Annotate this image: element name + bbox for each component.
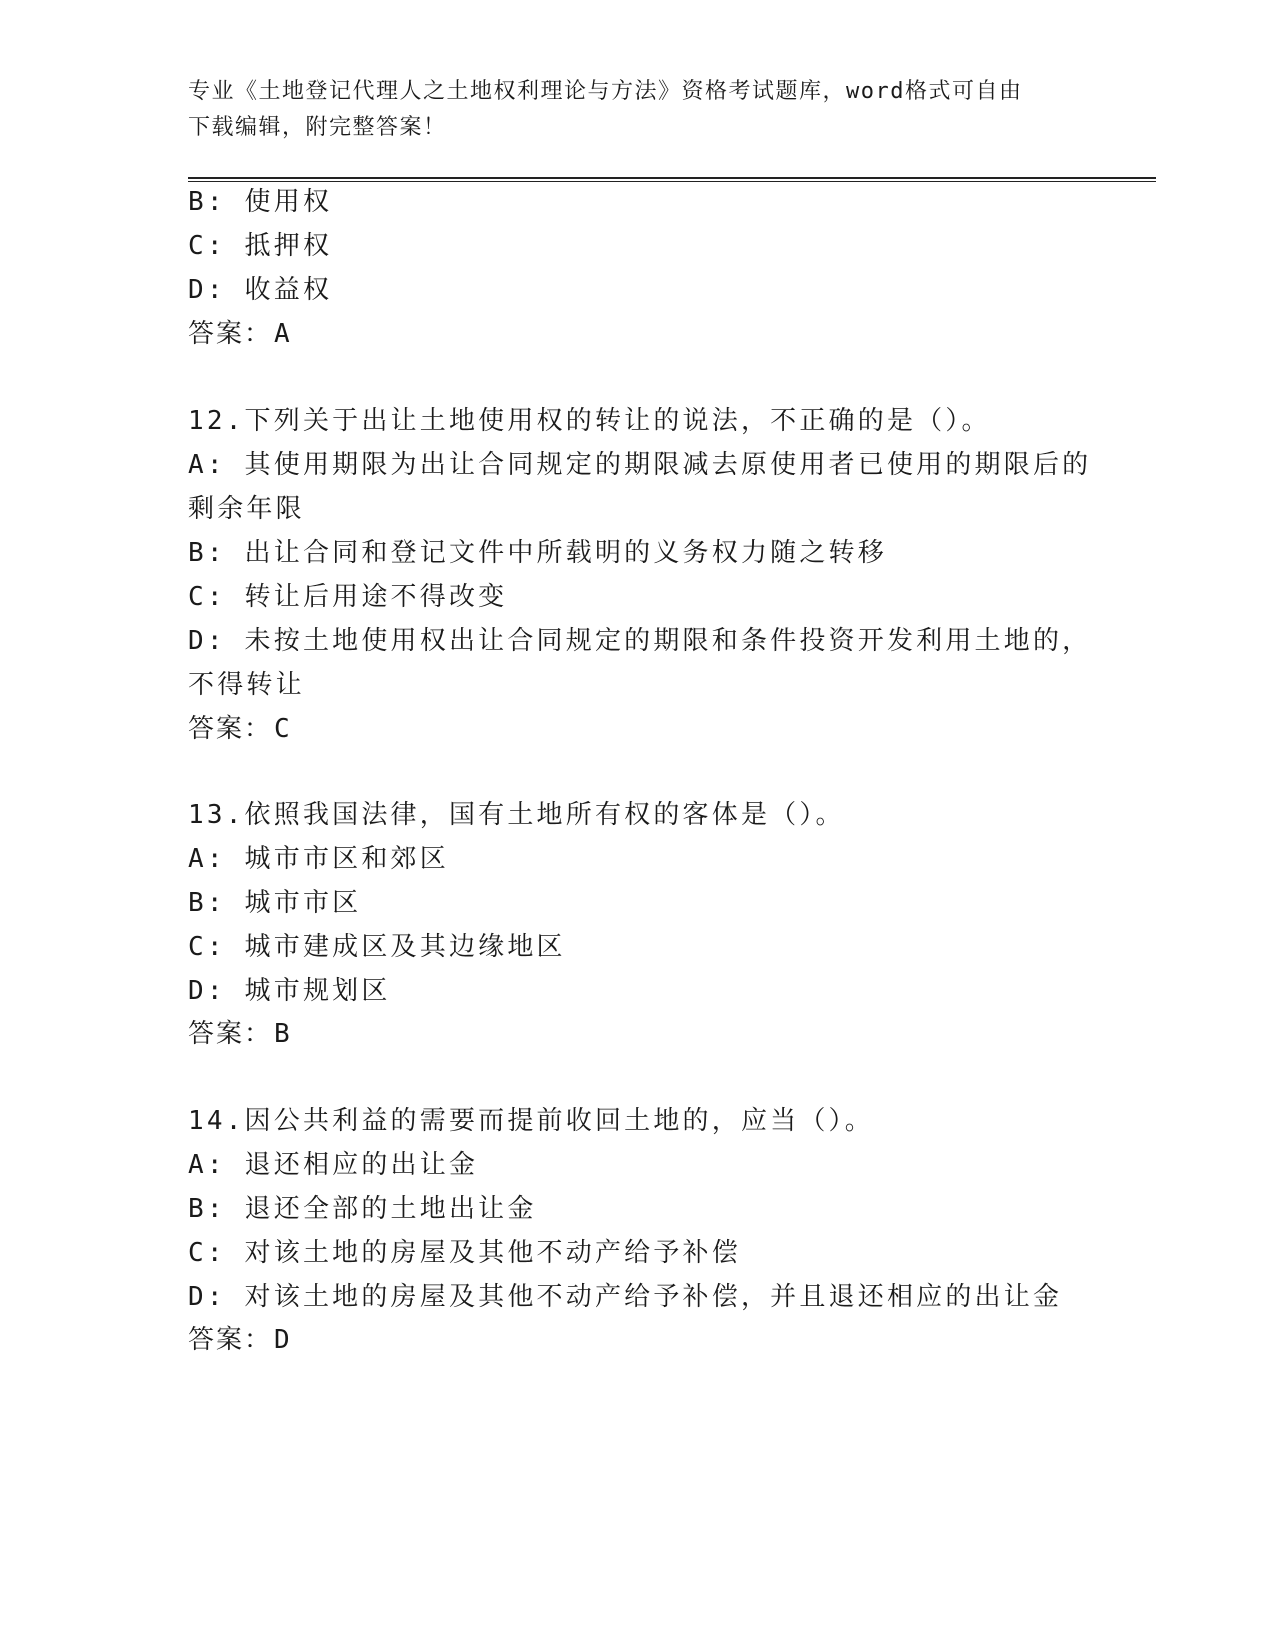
- q12-stem: 12.下列关于出让土地使用权的转让的说法，不正确的是（）。: [188, 406, 991, 436]
- q14-option-a: A: 退还相应的出让金: [188, 1150, 479, 1180]
- q14-answer: [188, 1322, 292, 1358]
- header-line-2: 下载编辑，附完整答案！: [188, 115, 447, 140]
- answer-value: D: [274, 1325, 292, 1355]
- q13-stem: 13.依照我国法律，国有土地所有权的客体是（）。: [188, 800, 845, 830]
- q11-option-d: D: 收益权: [188, 275, 333, 305]
- q14-option-c: C: 对该土地的房屋及其他不动产给予补偿: [188, 1238, 741, 1268]
- q12-option-a-line-1: A: 其使用期限为出让合同规定的期限减去原使用者已使用的期限后的: [188, 450, 1092, 480]
- q13-option-c: C: 城市建成区及其边缘地区: [188, 932, 566, 962]
- answer-value: B: [274, 1019, 292, 1049]
- header-line-1: 专业《土地登记代理人之土地权利理论与方法》资格考试题库，word格式可自由: [188, 79, 1023, 104]
- document-header: [188, 74, 1088, 146]
- q12-answer: [188, 711, 292, 747]
- q13-option-b: B: 城市市区: [188, 888, 362, 918]
- q14-option-b: B: 退还全部的土地出让金: [188, 1194, 537, 1224]
- q12-option-b: B: 出让合同和登记文件中所载明的义务权力随之转移: [188, 538, 887, 568]
- q14-stem: 14.因公共利益的需要而提前收回土地的，应当（）。: [188, 1106, 874, 1136]
- q12-option-a-line-2: 剩余年限: [188, 494, 305, 524]
- answer-label: 答案：: [188, 1019, 273, 1049]
- q12-option-d-line-1: D: 未按土地使用权出让合同规定的期限和条件投资开发利用土地的，: [188, 626, 1092, 656]
- q11-option-b: B: 使用权: [188, 187, 333, 217]
- answer-label: 答案：: [188, 1325, 273, 1355]
- answer-value: A: [274, 319, 292, 349]
- header-divider-thick: [188, 177, 1156, 179]
- answer-label: 答案：: [188, 714, 273, 744]
- q13-answer: [188, 1016, 292, 1052]
- answer-value: C: [274, 714, 292, 744]
- q12-option-d-line-2: 不得转让: [188, 670, 305, 700]
- q13-option-d: D: 城市规划区: [188, 976, 391, 1006]
- q13-option-a: A: 城市市区和郊区: [188, 844, 449, 874]
- answer-label: 答案：: [188, 319, 273, 349]
- header-divider-thin: [188, 181, 1156, 182]
- q11-option-c: C: 抵押权: [188, 231, 333, 261]
- q11-answer: [188, 316, 292, 352]
- q14-option-d: D: 对该土地的房屋及其他不动产给予补偿，并且退还相应的出让金: [188, 1282, 1063, 1312]
- q12-option-c: C: 转让后用途不得改变: [188, 582, 508, 612]
